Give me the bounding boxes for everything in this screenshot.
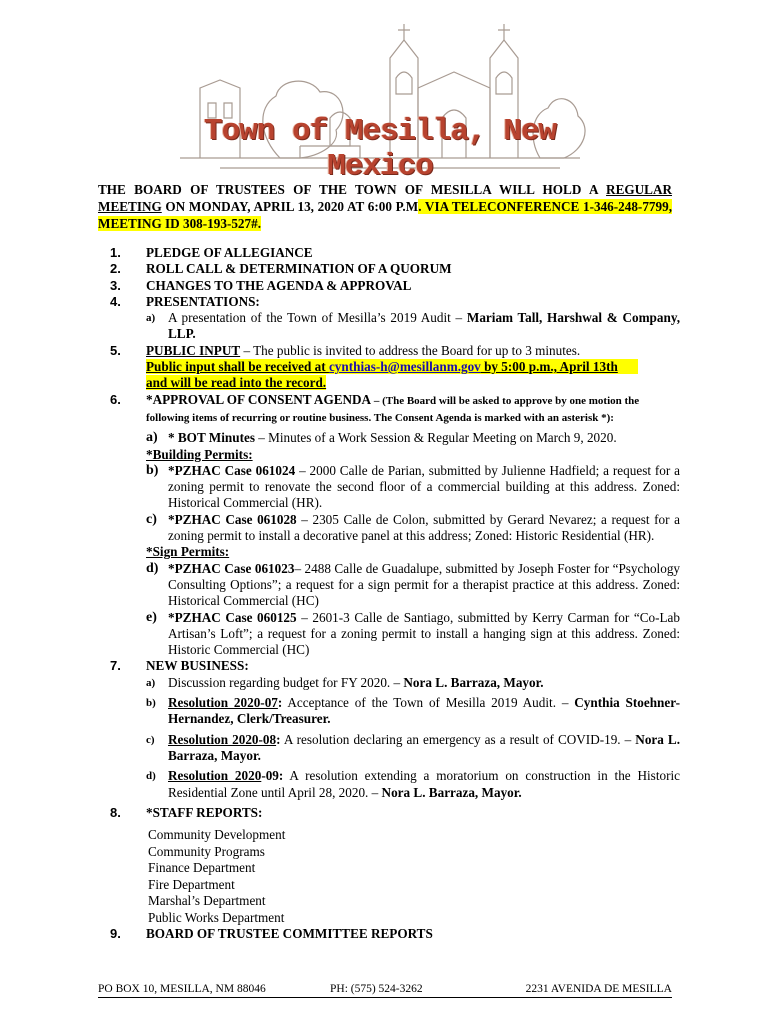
- consent-a: [98, 430, 680, 446]
- footer-address: PO BOX 10, MESILLA, NM 88046: [98, 983, 266, 995]
- new-business-b: [98, 695, 680, 728]
- sub-title: * BOT Minutes: [168, 430, 255, 446]
- sub-text: A resolution declaring an emergency as a result of COVID-19. –: [280, 731, 636, 747]
- public-input-text-2: by 5:00 p.m., April 13th: [480, 359, 618, 375]
- item-number: 9.: [110, 926, 121, 942]
- department-item: Marshal’s Department: [148, 893, 266, 909]
- footer-street: 2231 AVENIDA DE MESILLA: [525, 983, 672, 995]
- item-text: – The public is invited to address the Board for up to 3 minutes.: [240, 342, 581, 358]
- agenda-item-9: [98, 926, 680, 942]
- sub-label: e): [146, 609, 157, 625]
- sub-title: *PZHAC Case 061028: [168, 511, 297, 527]
- sub-label: b): [146, 697, 156, 710]
- resolution-colon: :: [276, 731, 281, 747]
- sub-title: *PZHAC Case 061024: [168, 462, 296, 478]
- page-footer: [98, 983, 672, 998]
- sub-label: c): [146, 511, 157, 527]
- department-item: Fire Department: [148, 876, 235, 892]
- teleconference-info: . VIA TELECONFERENCE 1-346-248-7799, MEETING ID 308-193-527#.: [98, 199, 672, 231]
- item-title: *APPROVAL OF CONSENT AGENDA: [146, 391, 372, 407]
- agenda-item-2: [98, 261, 680, 277]
- item-title: NEW BUSINESS:: [146, 658, 249, 674]
- resolution-number: Resolution 2020-08: [168, 731, 277, 747]
- item-title: PLEDGE OF ALLEGIANCE: [146, 245, 313, 260]
- public-input-notice: [98, 359, 680, 392]
- sub-title: *PZHAC Case 060125: [168, 609, 297, 625]
- item-number: 2.: [110, 261, 121, 277]
- agenda-list: [98, 245, 680, 942]
- sub-text: – 2488 Calle de Guadalupe, submitted by Joseph Foster for “Psychology Consulting Options”; a request for a sign permit for a therapist practice at this address. Zoned: Historical Commercial (HC): [168, 560, 681, 609]
- sub-label: b): [146, 462, 159, 478]
- item-number: 7.: [110, 658, 121, 674]
- regular-meeting-text: REGULAR MEETING: [98, 182, 672, 214]
- presenter-name: Cynthia Stoehner-Hernandez, Clerk/Treasurer.: [168, 695, 681, 727]
- consent-d: [98, 561, 680, 610]
- sub-label: a): [146, 312, 156, 325]
- sub-text: A presentation of the Town of Mesilla’s 2019 Audit –: [168, 310, 467, 326]
- staff-departments: [98, 827, 680, 926]
- presenter-name: Mariam Tall, Harshwal & Company, LLP.: [168, 310, 680, 342]
- presenter-name: Nora L. Barraza, Mayor.: [168, 731, 680, 763]
- sign-permits-heading: *Sign Permits:: [146, 544, 230, 560]
- sub-text: A resolution extending a moratorium on construction in the Historic Residential Zone until April 28, 2020. –: [168, 768, 680, 800]
- presenter-name: Nora L. Barraza, Mayor.: [381, 784, 522, 800]
- sub-label: c): [146, 733, 155, 746]
- presentation-a: [98, 310, 680, 343]
- sub-text: – 2601-3 Calle de Santiago, submitted by Kerry Carman for “Co-Lab Artisan’s Loft”; a request for a zoning permit to install a hanging sign at this address. Zoned: Historic Commercial (HC): [168, 609, 680, 658]
- item-number: 5.: [110, 342, 121, 358]
- footer-phone: PH: (575) 524-3262: [330, 983, 423, 995]
- consent-b: [98, 463, 680, 512]
- item-number: 3.: [110, 277, 121, 293]
- agenda-item-5: [98, 343, 680, 359]
- clerk-email-link[interactable]: cynthias-h@mesillanm.gov: [328, 359, 481, 375]
- agenda-item-8: [98, 805, 680, 821]
- agenda-item-6: [98, 392, 680, 427]
- item-title: ROLL CALL & DETERMINATION OF A QUORUM: [146, 261, 452, 277]
- resolution-colon: :: [277, 695, 283, 711]
- new-business-d: [98, 768, 680, 801]
- town-title: Town of Mesilla, New Mexico: [203, 114, 557, 184]
- department-item: Finance Department: [148, 860, 256, 876]
- notice-text-1: THE BOARD OF TRUSTEES OF THE TOWN OF MESILLA WILL HOLD A: [98, 182, 607, 197]
- resolution-number-suffix: -09:: [261, 768, 284, 784]
- item-title: BOARD OF TRUSTEE COMMITTEE REPORTS: [146, 926, 433, 942]
- public-input-text-3: and will be read into the record.: [146, 375, 327, 391]
- consent-c: [98, 512, 680, 545]
- sub-label: d): [146, 770, 156, 783]
- sub-label: a): [146, 430, 158, 446]
- agenda-item-7: [98, 658, 680, 674]
- sub-label: a): [146, 676, 156, 689]
- new-business-a: [98, 675, 680, 691]
- sub-text: Discussion regarding budget for FY 2020. –: [168, 674, 404, 690]
- item-title: PRESENTATIONS:: [146, 293, 260, 309]
- presenter-name: Nora L. Barraza, Mayor.: [403, 674, 544, 690]
- resolution-number: Resolution 2020: [168, 768, 262, 784]
- resolution-number: Resolution 2020-07: [168, 695, 278, 711]
- item-number: 6.: [110, 391, 121, 407]
- building-permits-heading: *Building Permits:: [146, 446, 253, 462]
- sub-text: Acceptance of the Town of Mesilla 2019 Audit. –: [282, 695, 575, 711]
- meeting-notice: [98, 181, 672, 232]
- agenda-item-1: [98, 245, 680, 261]
- sub-text: – 2305 Calle de Colon, submitted by Gerard Nevarez; a request for a zoning permit to install a decorative panel at this address; Zoned: Historic Residential (HR).: [168, 511, 680, 544]
- item-title: CHANGES TO THE AGENDA & APPROVAL: [146, 277, 412, 293]
- department-item: Community Programs: [148, 843, 265, 859]
- item-number: 1.: [110, 245, 121, 260]
- agenda-item-4: [98, 294, 680, 310]
- department-item: Community Development: [148, 827, 286, 843]
- item-number: 8.: [110, 804, 121, 820]
- item-title: *STAFF REPORTS:: [146, 804, 263, 820]
- item-title: PUBLIC INPUT: [146, 342, 241, 358]
- department-item: Public Works Department: [148, 909, 285, 925]
- agenda-item-3: [98, 278, 680, 294]
- item-number: 4.: [110, 293, 121, 309]
- sub-text: – 2000 Calle de Parian, submitted by Julienne Hadfield; a request for a zoning permit to renovate the second floor of a commercial building at this address. Zoned: Historical Commercial (HR).: [168, 462, 680, 511]
- new-business-c: [98, 732, 680, 765]
- sub-title: *PZHAC Case 061023: [168, 560, 295, 576]
- sub-label: d): [146, 560, 159, 576]
- consent-note: – (The Board will be asked to approve by one motion the following items of recurring or routine business. The Consent Agenda is marked with an asterisk *):: [146, 394, 640, 424]
- sub-text: – Minutes of a Work Session & Regular Meeting on March 9, 2020.: [254, 430, 617, 446]
- town-logo: [160, 18, 600, 184]
- consent-e: [98, 610, 680, 659]
- public-input-text-1: Public input shall be received at: [146, 359, 329, 375]
- notice-text-2: ON MONDAY, APRIL 13, 2020 AT 6:00 P.M: [161, 199, 419, 214]
